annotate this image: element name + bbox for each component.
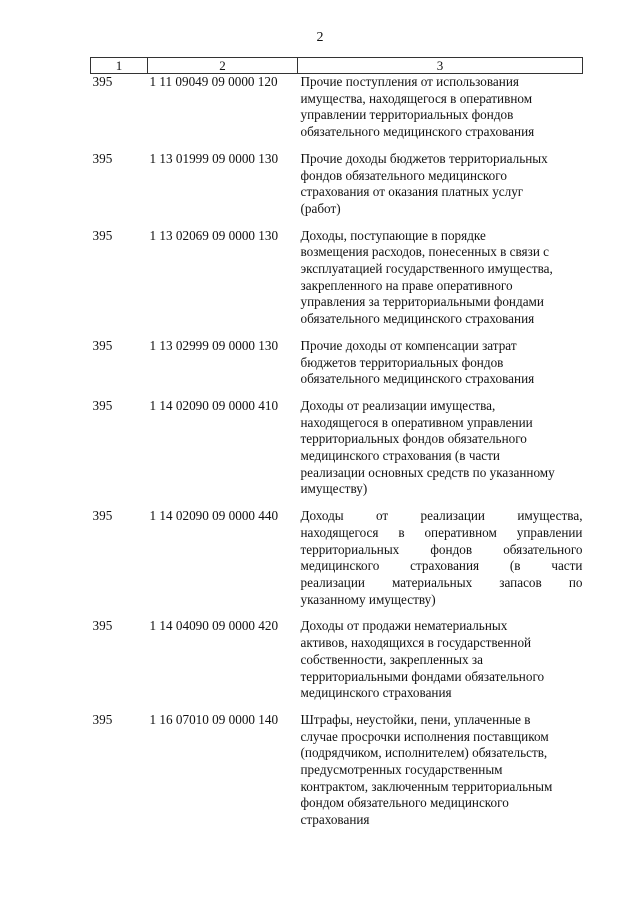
description-line: обязательного медицинского страхования — [300, 311, 535, 327]
column-header-1: 1 — [91, 58, 148, 74]
column-header-2: 2 — [148, 58, 298, 74]
page-number: 2 — [316, 30, 324, 45]
description-cell — [298, 151, 583, 228]
description-line: Прочие доходы бюджетов территориальных — [300, 150, 548, 166]
description-line: случае просрочки исполнения поставщиком — [300, 728, 549, 744]
description-line: Штрафы, неустойки, пени, уплаченные в — [300, 711, 531, 727]
admin-code-cell: 395 — [92, 397, 113, 413]
table-row — [91, 228, 583, 338]
description-cell — [298, 228, 583, 338]
description-cell — [298, 508, 583, 618]
budget-code-cell: 1 14 02090 09 0000 410 — [149, 397, 279, 413]
description-line: (подрядчиком, исполнителем) обязательств, — [300, 745, 548, 761]
budget-code-cell: 1 13 02999 09 0000 130 — [149, 337, 279, 353]
budget-code-cell: 1 11 09049 09 0000 120 — [149, 74, 278, 89]
description-line: возмещения расходов, понесенных в связи с — [300, 244, 550, 260]
description-line: управления за территориальными фондами — [300, 294, 544, 310]
budget-code-cell: 1 14 02090 09 0000 440 — [149, 508, 279, 524]
description-line: медицинского страхования (в части — [300, 448, 500, 464]
budget-code-cell: 1 16 07010 09 0000 140 — [149, 711, 279, 727]
description-line: территориальными фондами обязательного — [300, 668, 545, 684]
description-line: страхования — [300, 812, 370, 828]
admin-code-cell: 395 — [92, 74, 113, 89]
description-line: (работ) — [300, 200, 341, 216]
admin-code-cell: 395 — [92, 711, 113, 727]
description-line: страхования от оказания платных услуг — [300, 184, 524, 200]
description-line: закрепленного на праве оперативного — [300, 277, 513, 293]
description-line: обязательного медицинского страхования — [300, 124, 535, 140]
table-row — [91, 508, 583, 618]
description-line: Доходы от реализации имущества, — [300, 508, 583, 524]
description-line: фондом обязательного медицинского — [300, 795, 509, 811]
description-line: медицинского страхования (в части — [300, 558, 583, 574]
description-cell — [298, 74, 583, 151]
description-line: Прочие поступления от использования — [300, 74, 519, 89]
admin-code-cell: 395 — [92, 337, 113, 353]
admin-code-cell: 395 — [92, 618, 113, 634]
table-body — [91, 74, 583, 839]
description-line: указанному имуществу) — [300, 591, 436, 607]
description-line: территориальных фондов обязательного — [300, 541, 583, 557]
description-line: территориальных фондов обязательного — [300, 431, 527, 447]
budget-code-cell: 1 14 04090 09 0000 420 — [149, 618, 279, 634]
description-line: реализации основных средств по указанному — [300, 464, 555, 480]
description-line: Доходы от реализации имущества, — [300, 397, 496, 413]
description-line: собственности, закрепленных за — [300, 651, 483, 667]
description-line: фондов обязательного медицинского — [300, 167, 507, 183]
table-row — [91, 74, 583, 151]
column-header-3: 3 — [298, 58, 583, 74]
table-header — [91, 58, 583, 74]
description-line: обязательного медицинского страхования — [300, 371, 535, 387]
description-line: имущества, находящегося в оперативном — [300, 90, 533, 106]
description-line: Прочие доходы от компенсации затрат — [300, 337, 517, 353]
table-row — [91, 618, 583, 712]
description-cell — [298, 398, 583, 508]
description-cell — [298, 618, 583, 712]
table-row — [91, 338, 583, 398]
description-line: управлении территориальных фондов — [300, 107, 514, 123]
description-line: активов, находящихся в государственной — [300, 635, 532, 651]
admin-code-cell: 395 — [92, 508, 113, 524]
description-cell — [298, 712, 583, 839]
description-line: находящегося в оперативном управлении — [300, 524, 583, 540]
table-row — [91, 712, 583, 839]
admin-code-cell: 395 — [92, 227, 113, 243]
admin-code-cell: 395 — [92, 150, 113, 166]
table-row — [91, 398, 583, 508]
description-cell — [298, 338, 583, 398]
description-line: Доходы от продажи нематериальных — [300, 618, 508, 634]
description-line: предусмотренных государственным — [300, 762, 503, 778]
description-line: контрактом, заключенным территориальным — [300, 778, 553, 794]
description-line: находящегося в оперативном управлении — [300, 414, 533, 430]
table-header-row — [91, 58, 583, 74]
description-line: медицинского страхования — [300, 685, 452, 701]
budget-code-cell: 1 13 01999 09 0000 130 — [149, 150, 279, 166]
description-line: бюджетов территориальных фондов — [300, 354, 504, 370]
revenue-classification-table — [90, 57, 583, 839]
description-line: Доходы, поступающие в порядке — [300, 227, 486, 243]
description-line: реализации материальных запасов по — [300, 574, 583, 590]
description-line: эксплуатацией государственного имущества, — [300, 261, 553, 277]
budget-code-cell: 1 13 02069 09 0000 130 — [149, 227, 279, 243]
table-row — [91, 151, 583, 228]
description-line: имуществу) — [300, 481, 368, 497]
